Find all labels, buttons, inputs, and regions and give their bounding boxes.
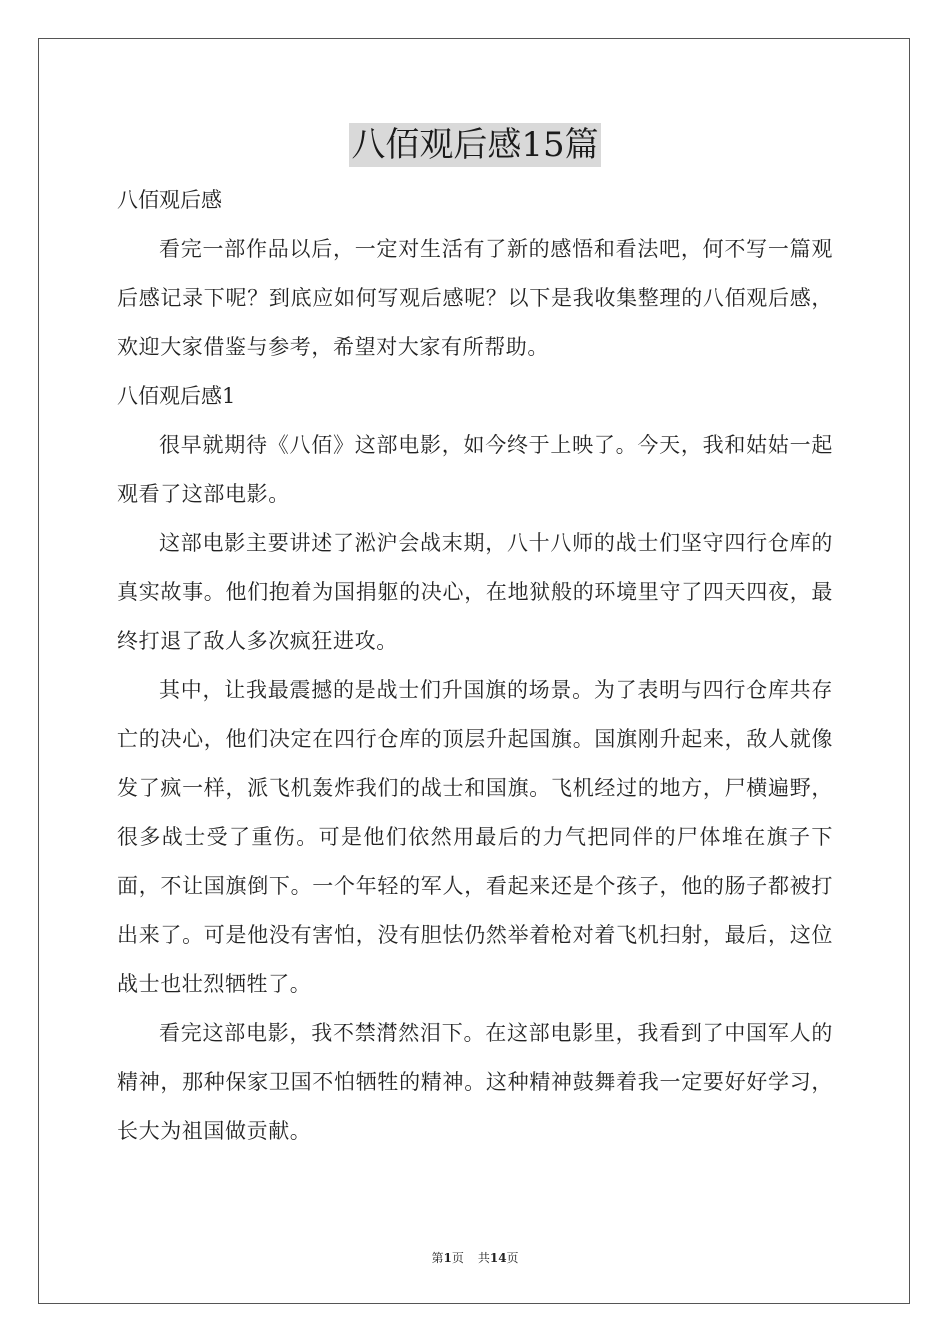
intro-heading: 八佰观后感: [117, 188, 222, 212]
essay-paragraph-4: 看完这部电影，我不禁潸然泪下。在这部电影里，我看到了中国军人的精神，那种保家卫国不怕牺牲的精神。这种精神鼓舞着我一定要好好学习，长大为祖国做贡献。: [117, 1021, 833, 1143]
title-block: [0, 123, 950, 167]
intro-paragraph: 看完一部作品以后，一定对生活有了新的感悟和看法吧，何不写一篇观后感记录下呢？到底应如何写观后感呢？以下是我收集整理的八佰观后感，欢迎大家借鉴与参考，希望对大家有所帮助。: [117, 237, 833, 359]
total-suffix: 页: [506, 1251, 519, 1265]
total-prefix: 共: [477, 1251, 490, 1265]
essay-paragraph-2: 这部电影主要讲述了淞沪会战末期，八十八师的战士们坚守四行仓库的真实故事。他们抱着为国捐躯的决心，在地狱般的环境里守了四天四夜，最终打退了敌人多次疯狂进攻。: [117, 531, 833, 653]
essay-paragraph-3: 其中，让我最震撼的是战士们升国旗的场景。为了表明与四行仓库共存亡的决心，他们决定在四行仓库的顶层升起国旗。国旗刚升起来，敌人就像发了疯一样，派飞机轰炸我们的战士和国旗。飞机经过的地方，尸横遍野，很多战士受了重伤。可是他们依然用最后的力气把同伴的尸体堆在旗子下面，不让国旗倒下。一个年轻的军人，看起来还是个孩子，他的肠子都被打出来了。可是他没有害怕，没有胆怯仍然举着枪对着飞机扫射，最后，这位战士也壮烈牺牲了。: [117, 678, 833, 996]
page-footer: [0, 1249, 950, 1266]
essay-paragraph-1: 很早就期待《八佰》这部电影，如今终于上映了。今天，我和姑姑一起观看了这部电影。: [117, 433, 833, 506]
page-suffix: 页: [451, 1251, 464, 1265]
page-number: 1: [443, 1251, 452, 1265]
total-pages: 14: [489, 1251, 507, 1265]
page-prefix: 第: [431, 1251, 444, 1265]
document-body: [117, 176, 833, 1156]
document-title: 八佰观后感15篇: [351, 125, 599, 165]
essay-heading: 八佰观后感1: [117, 384, 236, 408]
